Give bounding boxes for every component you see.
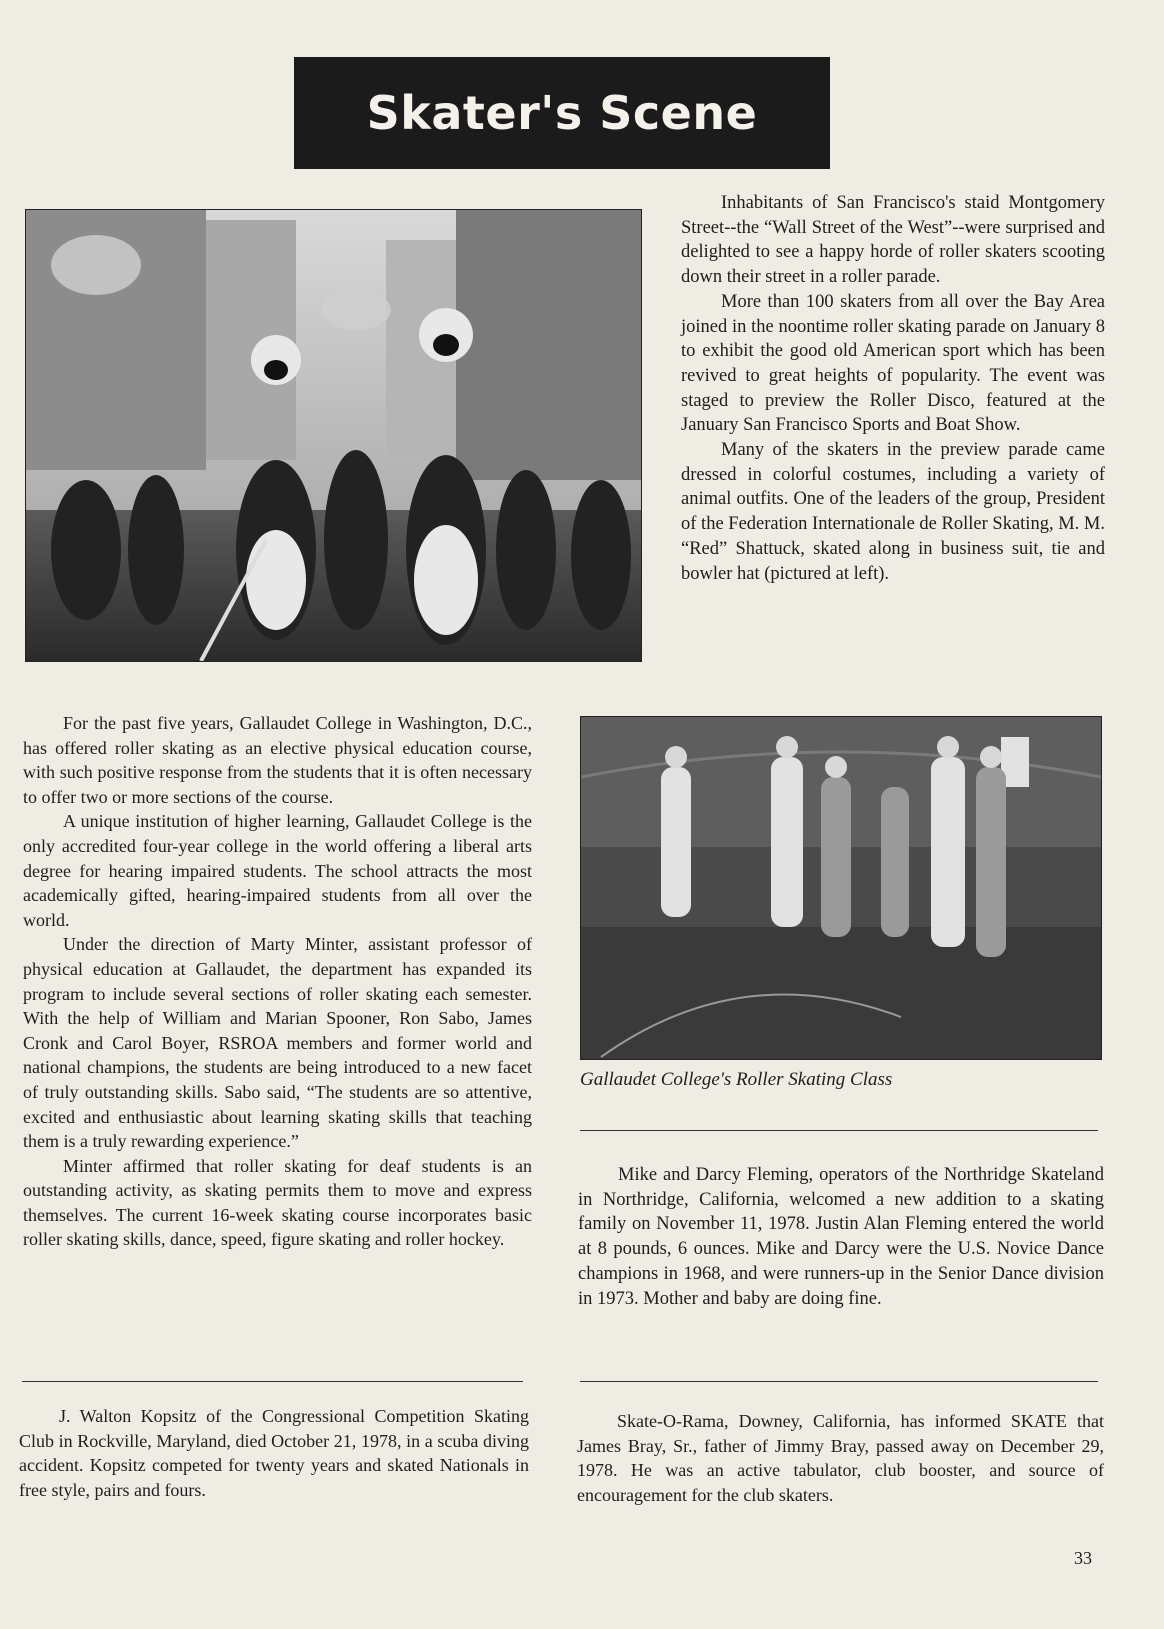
- paragraph: J. Walton Kopsitz of the Congressional Competition Skating Club in Rockville, Maryland, died October 21, 1978, in a scuba diving accident. Kopsitz competed for twenty years and skated Nationals in free style, pairs and fours.: [19, 1406, 529, 1500]
- paragraph: For the past five years, Gallaudet College in Washington, D.C., has offered roller skating as an elective physical education course, with such positive response from the students that it is often necessary to offer two or more sections of the course.: [23, 713, 532, 807]
- paragraph: Under the direction of Marty Minter, assistant professor of physical education at Gallaudet, the department has expanded its program to include several sections of roller skating each semester. With the help of William and Marian Spooner, Ron Sabo, James Cronk and Carol Boyer, RSROA members and former world and national champions, the students are being introduced to a new facet of truly outstanding skills. Sabo said, “The students are so attentive, excited and enthusiastic about learning skating skills that teaching them is a truly rewarding experience.”: [23, 934, 532, 1152]
- paragraph: Minter affirmed that roller skating for deaf students is an outstanding activity, as skating permits them to move and express themselves. The current 16-week skating course incorporates basic roller skating skills, dance, speed, figure skating and roller hockey.: [23, 1155, 532, 1250]
- gallaudet-article: [23, 711, 532, 1252]
- parade-photo: [25, 209, 642, 662]
- fleming-article: [578, 1163, 1104, 1311]
- paragraph: A unique institution of higher learning, Gallaudet College is the only accredited four-year college in the world offering a liberal arts degree for hearing impaired students. The school attracts the most academically gifted, hearing-impaired students from all over the world.: [23, 811, 532, 930]
- divider: [580, 1130, 1098, 1131]
- paragraph: Inhabitants of San Francisco's staid Montgomery Street--the “Wall Street of the West”--were surprised and delighted to see a happy horde of roller skaters scooting down their street in a roller parade.: [681, 193, 1105, 288]
- paragraph: Many of the skaters in the preview parade came dressed in colorful costumes, including a variety of animal outfits. One of the leaders of the group, President of the Federation Internationale de Roller Skating, M. M. “Red” Shattuck, skated along in business suit, tie and bowler hat (pictured at left).: [681, 440, 1105, 584]
- parade-article: [681, 191, 1105, 586]
- kopsitz-article: [19, 1404, 529, 1502]
- skating-class-photo: [580, 716, 1102, 1060]
- photo-caption: Gallaudet College's Roller Skating Class: [580, 1069, 893, 1090]
- divider: [580, 1381, 1098, 1382]
- page-number: 33: [1074, 1548, 1092, 1568]
- divider: [22, 1381, 523, 1382]
- paragraph: More than 100 skaters from all over the Bay Area joined in the noontime roller skating parade on January 8 to exhibit the good old American sport which has been revived to great heights of popularity. The event was staged to preview the Roller Disco, featured at the January San Francisco Sports and Boat Show.: [681, 291, 1105, 436]
- paragraph: Mike and Darcy Fleming, operators of the Northridge Skateland in Northridge, California, welcomed a new addition to a skating family on November 11, 1978. Justin Alan Fleming entered the world at 8 pounds, 6 ounces. Mike and Darcy were the U.S. Novice Dance champions in 1968, and were runners-up in the Senior Dance division in 1973. Mother and baby are doing fine.: [578, 1165, 1104, 1309]
- paragraph: Skate-O-Rama, Downey, California, has informed SKATE that James Bray, Sr., father of Jimmy Bray, passed away on December 29, 1978. He was an active tabulator, club booster, and source of encouragement for the club skaters.: [577, 1411, 1104, 1505]
- page-title: Skater's Scene: [294, 57, 830, 169]
- bray-article: [577, 1409, 1104, 1507]
